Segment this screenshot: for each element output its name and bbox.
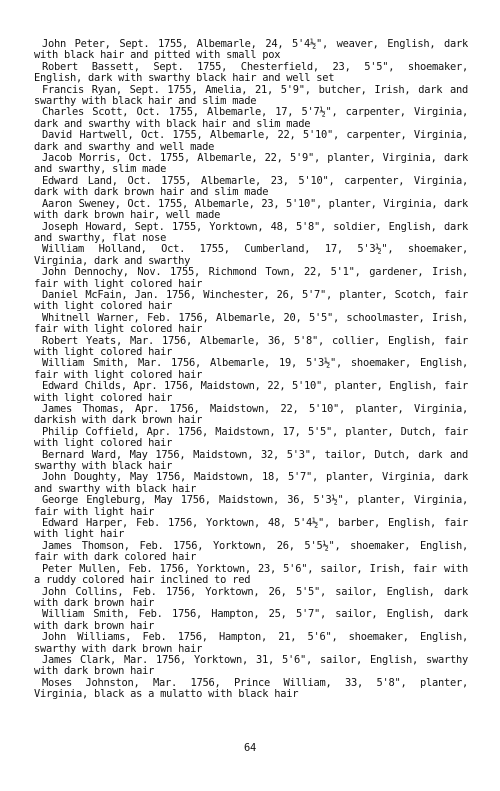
entry: Bernard Ward, May 1756, Maidstown, 32, 5'3", tailor, Dutch, dark and swarthy with black hair [34, 448, 468, 473]
entry: Philip Coffield, Apr. 1756, Maidstown, 17, 5'5", planter, Dutch, fair with light colored hair [34, 425, 468, 450]
entry: John Williams, Feb. 1756, Hampton, 21, 5'6", shoemaker, English, swarthy with dark brown hair [34, 631, 468, 655]
entry: Aaron Sweney, Oct. 1755, Albemarle, 23, 5'10", planter, Virginia, dark with dark brown hair, well made [34, 197, 468, 222]
entry: James Thomson, Feb. 1756, Yorktown, 26, 5'5½", shoemaker, English, fair with dark colored hair [34, 539, 468, 564]
entry: Edward Childs, Apr. 1756, Maidstown, 22, 5'10", planter, English, fair with light colored hair [34, 380, 468, 404]
entry: Edward Harper, Feb. 1756, Yorktown, 48, 5'4½", barber, English, fair with light hair [34, 517, 468, 541]
entry: Peter Mullen, Feb. 1756, Yorktown, 23, 5'6", sailor, Irish, fair with a ruddy colored hair inclined to red [34, 562, 468, 587]
entry: David Hartwell, Oct. 1755, Albemarle, 22, 5'10", carpenter, Virginia, dark and swarthy and well made [34, 129, 468, 153]
entry: Whitnell Warner, Feb. 1756, Albemarle, 20, 5'5", schoolmaster, Irish, fair with light colored hair [34, 311, 468, 336]
entry: Francis Ryan, Sept. 1755, Amelia, 21, 5'9", butcher, Irish, dark and swarthy with black hair and slim made [34, 83, 468, 108]
entry: James Thomas, Apr. 1756, Maidstown, 22, 5'10", planter, Virginia, darkish with dark brown hair [34, 403, 468, 427]
entry: George Engleburg, May 1756, Maidstown, 36, 5'3½", planter, Virginia, fair with light hair [34, 494, 468, 518]
entry: John Collins, Feb. 1756, Yorktown, 26, 5'5", sailor, English, dark with dark brown hair [34, 585, 468, 609]
entry: Robert Yeats, Mar. 1756, Albemarle, 36, 5'8", collier, English, fair with light colored hair [34, 334, 468, 358]
entry: Moses Johnston, Mar. 1756, Prince William, 33, 5'8", planter, Virginia, black as a mulatto with black hair [34, 676, 468, 701]
entry: Daniel McFain, Jan. 1756, Winchester, 26, 5'7", planter, Scotch, fair with light colored hair [34, 288, 468, 313]
entry: Edward Land, Oct. 1755, Albemarle, 23, 5'10", carpenter, Virginia, dark with dark brown hair and slim made [34, 174, 468, 199]
entry: James Clark, Mar. 1756, Yorktown, 31, 5'6", sailor, English, swarthy with dark brown hair [34, 653, 468, 678]
entry: Jacob Morris, Oct. 1755, Albemarle, 22, 5'9", planter, Virginia, dark and swarthy, slim made [34, 152, 468, 176]
entry: John Doughty, May 1756, Maidstown, 18, 5'7", planter, Virginia, dark and swarthy with black hair [34, 471, 468, 495]
entry: John Peter, Sept. 1755, Albemarle, 24, 5'4½", weaver, English, dark with black hair and pitted with small pox [34, 38, 468, 62]
entry: William Smith, Mar. 1756, Albemarle, 19, 5'3½", shoemaker, English, fair with light colored hair [34, 357, 468, 381]
entry-list [34, 39, 468, 701]
entry: Joseph Howard, Sept. 1755, Yorktown, 48, 5'8", soldier, English, dark and swarthy, flat nose [34, 220, 468, 244]
entry: William Holland, Oct. 1755, Cumberland, 17, 5'3½", shoemaker, Virginia, dark and swarthy [34, 243, 468, 267]
page-number: 64 [243, 742, 256, 754]
entry: John Dennochy, Nov. 1755, Richmond Town, 22, 5'1", gardener, Irish, fair with light colored hair [34, 266, 468, 290]
entry: Robert Bassett, Sept. 1755, Chesterfield, 23, 5'5", shoemaker, English, dark with swarthy black hair and well set [34, 60, 468, 85]
entry: William Smith, Feb. 1756, Hampton, 25, 5'7", sailor, English, dark with dark brown hair [34, 608, 468, 632]
entry: Charles Scott, Oct. 1755, Albemarle, 17, 5'7½", carpenter, Virginia, dark and swarthy with black hair and slim made [34, 106, 468, 130]
